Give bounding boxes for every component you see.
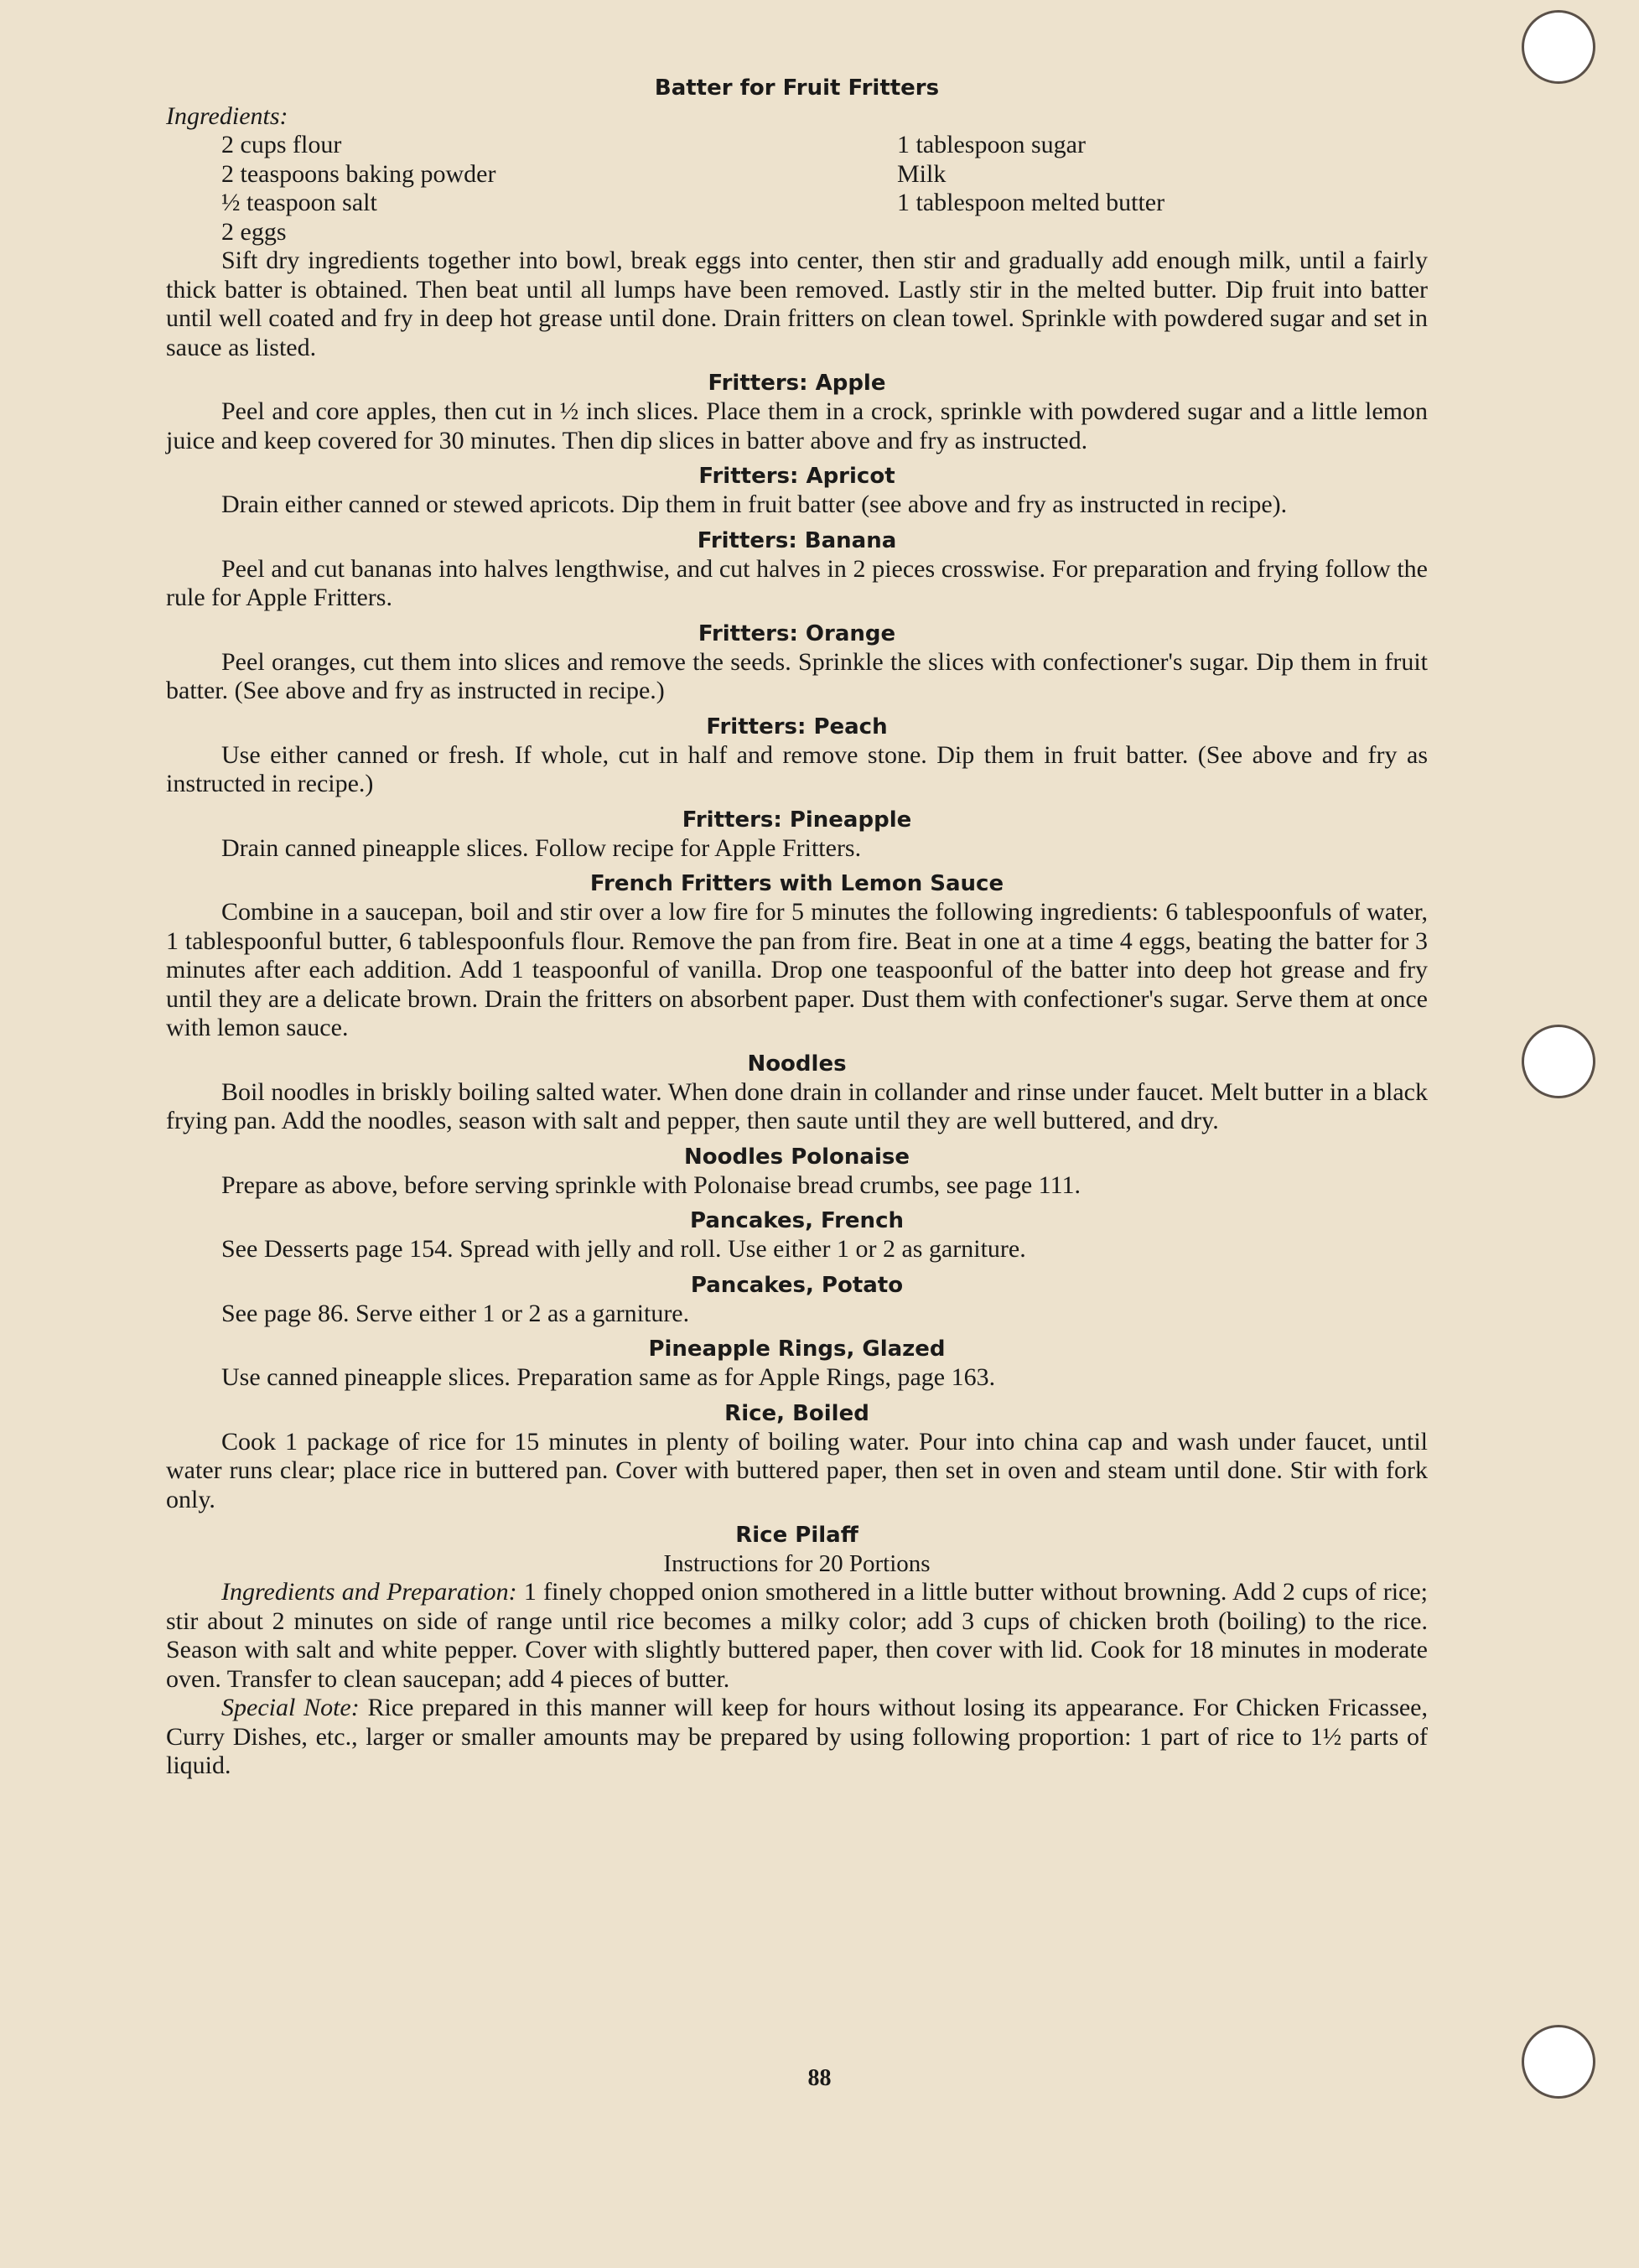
recipe-text: Combine in a saucepan, boil and stir over a low fire for 5 minutes the following ingredients: 6 tablespoonfuls of water, 1 tablespoonful butter, 6 tablespoonfuls flour. Remove the pan from fire. Beat in one at a time 4 eggs, beating the batter for 3 minutes after each addition. Add 1 teaspoonful of vanilla. Drop one teaspoonful of the batter into deep hot grease and fry until they are a delicate brown. Drain the fritters on absorbent paper. Dust them with confectioner's sugar. Serve them at once with lemon sauce. (166, 898, 1428, 1041)
recipe-text: Drain either canned or stewed apricots. Dip them in fruit batter (see above and fry as instructed in recipe). (221, 490, 1288, 518)
recipe-title-pilaff: Rice Pilaff (735, 1523, 858, 1548)
lead-label: Special Note: (221, 1694, 360, 1721)
ingredient-item: 1 tablespoon sugar (897, 131, 1086, 158)
recipe-text-pilaff-note (166, 1694, 1428, 1781)
recipe-text: Prepare as above, before serving sprinkle with Polonaise bread crumbs, see page 111. (221, 1170, 1081, 1199)
recipe-title: Fritters: Pineapple (682, 807, 912, 833)
page-number: 88 (807, 2065, 832, 2091)
recipe-title: Fritters: Apple (708, 371, 886, 396)
recipe-title: Pancakes, French (690, 1208, 904, 1233)
recipe-title: Pineapple Rings, Glazed (648, 1336, 946, 1362)
ingredient-item: 1 tablespoon melted butter (897, 189, 1165, 216)
recipe-title: Fritters: Apricot (698, 464, 895, 489)
recipe-title: French Fritters with Lemon Sauce (589, 871, 1004, 896)
recipe-title: Fritters: Banana (697, 527, 897, 553)
page-content (166, 74, 1428, 1781)
lead-text: 1 finely chopped onion smothered in a little butter without browning. Add 2 cups of rice; stir about 2 minutes on side of range until rice becomes a milky color; add 3 cups of chicken broth (boiling) to the rice. Season with salt and white pepper. Cover with slightly buttered paper, then cover with lid. Cook for 18 minutes in moderate oven. Transfer to clean saucepan; add 4 pieces of butter. (166, 1578, 1428, 1693)
ingredient-item: ½ teaspoon salt (221, 189, 377, 216)
recipe-text: Peel and cut bananas into halves lengthwise, and cut halves in 2 pieces crosswise. For preparation and frying follow the rule for Apple Fritters. (166, 554, 1428, 611)
ingredient-item: 2 cups flour (221, 131, 342, 158)
recipe-text: Boil noodles in briskly boiling salted water. When done drain in collander and rinse under faucet. Melt butter in a black frying pan. Add the noodles, season with salt and pepper, then saute until they are well buttered, and dry. (166, 1077, 1428, 1134)
lead-label: Ingredients and Preparation: (221, 1578, 517, 1606)
recipe-title: Fritters: Orange (698, 620, 896, 646)
recipe-text: Drain canned pineapple slices. Follow recipe for Apple Fritters. (221, 833, 862, 862)
recipe-text-pilaff-preparation (166, 1578, 1428, 1694)
ingredients-list (166, 131, 1428, 218)
recipe-title: Fritters: Peach (706, 714, 888, 740)
recipe-title: Pancakes, Potato (690, 1272, 904, 1298)
recipe-title-batter: Batter for Fruit Fritters (654, 75, 940, 101)
recipe-title: Noodles Polonaise (684, 1144, 910, 1170)
recipe-text: Peel oranges, cut them into slices and remove the seeds. Sprinkle the slices with confectioner's sugar. Dip them in fruit batter. (See above and fry as instructed in recipe.) (166, 647, 1428, 704)
recipe-text: See Desserts page 154. Spread with jelly and roll. Use either 1 or 2 as garniture. (221, 1235, 1026, 1263)
ingredient-item: 2 eggs (221, 217, 287, 246)
recipe-text: See page 86. Serve either 1 or 2 as a garniture. (221, 1299, 690, 1327)
binder-hole-top (1522, 10, 1595, 84)
ingredient-item: 2 teaspoons baking powder (221, 159, 496, 188)
recipe-text-batter: Sift dry ingredients together into bowl, break eggs into center, then stir and gradually add enough milk, until a fairly thick batter is obtained. Then beat until all lumps have been removed. Lastly stir in the melted butter. Dip fruit into batter until well coated and fry in deep hot grease until done. Drain fritters on clean towel. Sprinkle with powdered sugar and set in sauce as listed. (166, 247, 1428, 361)
recipe-title: Rice, Boiled (724, 1400, 869, 1426)
ingredient-item: Milk (897, 159, 947, 188)
lead-text: Rice prepared in this manner will keep for hours without losing its appearance. For Chicken Fricassee, Curry Dishes, etc., larger or smaller amounts may be prepared by using following proportion: 1 part of rice to 1½ parts of liquid. (166, 1694, 1428, 1779)
binder-hole-middle (1522, 1025, 1595, 1098)
recipe-text: Cook 1 package of rice for 15 minutes in plenty of boiling water. Pour into china cap and wash under faucet, until water runs clear; place rice in buttered pan. Cover with buttered paper, then set in oven and steam until done. Stir with fork only. (166, 1427, 1428, 1513)
recipe-title: Noodles (747, 1051, 847, 1077)
recipe-text: Use canned pineapple slices. Preparation same as for Apple Rings, page 163. (221, 1363, 996, 1391)
ingredients-label: Ingredients: (166, 102, 288, 130)
recipe-text: Peel and core apples, then cut in ½ inch slices. Place them in a crock, sprinkle with powdered sugar and a little lemon juice and keep covered for 30 minutes. Then dip slices in batter above and fry as instructed. (166, 397, 1428, 454)
recipe-text: Use either canned or fresh. If whole, cut in half and remove stone. Dip them in fruit batter. (See above and fry as instructed in recipe.) (166, 740, 1428, 797)
recipe-subtitle: Instructions for 20 Portions (663, 1550, 931, 1577)
